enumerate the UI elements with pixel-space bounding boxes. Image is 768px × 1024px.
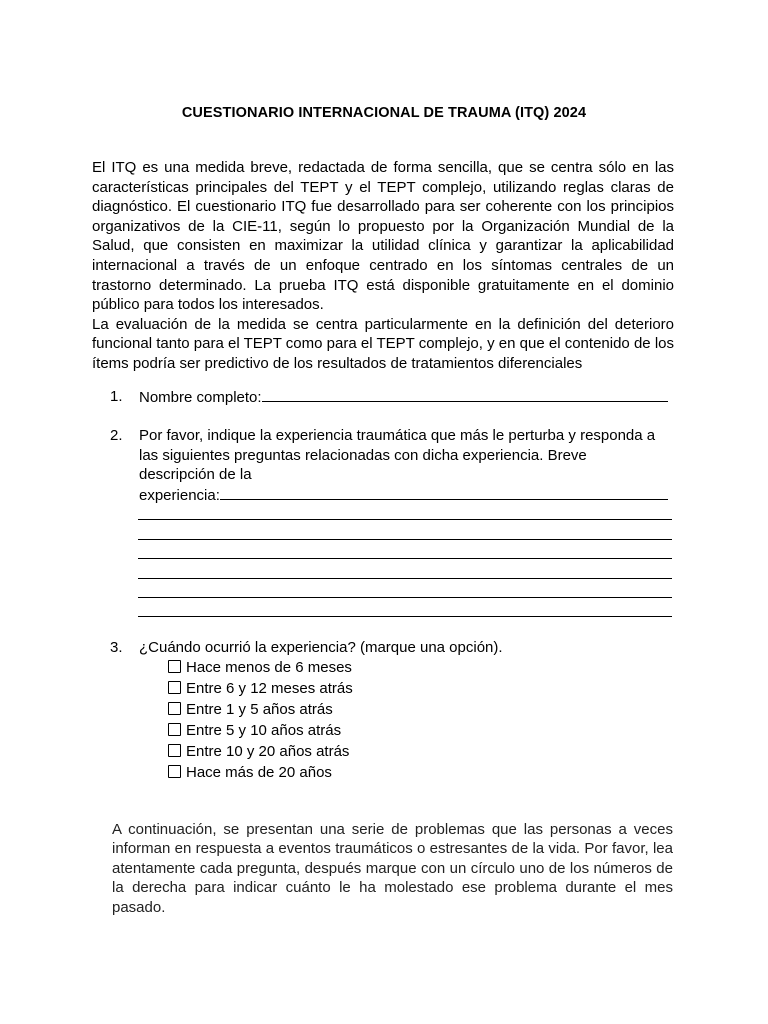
question-number: 3. (110, 639, 123, 656)
option-10-to-20-years[interactable] (168, 742, 349, 762)
option-label: Entre 5 y 10 años atrás (186, 722, 342, 739)
intro-text (92, 158, 674, 374)
checkbox[interactable] (168, 660, 181, 673)
checkbox[interactable] (168, 702, 181, 715)
question-2-line-3: descripción de la (139, 466, 252, 484)
full-name-label: Nombre completo: (139, 389, 262, 406)
experience-line[interactable] (138, 597, 672, 598)
experience-line[interactable] (138, 578, 672, 579)
option-1-to-5-years[interactable] (168, 700, 333, 720)
checkbox[interactable] (168, 765, 181, 778)
full-name-field[interactable] (262, 387, 668, 402)
question-number: 2. (110, 427, 123, 444)
option-less-than-6-months[interactable] (168, 658, 352, 678)
question-2 (110, 426, 680, 516)
document-title: CUESTIONARIO INTERNACIONAL DE TRAUMA (ITQ) 2024 (181, 105, 587, 121)
experience-line[interactable] (138, 558, 672, 559)
option-more-than-20-years[interactable] (168, 763, 332, 783)
question-2-line-2: las siguientes preguntas relacionadas con dicha experiencia. Breve (139, 446, 587, 464)
experience-line[interactable] (138, 519, 672, 520)
intro-paragraph-2: La evaluación de la medida se centra particularmente en la definición del deterioro funcional tanto para el TEPT como para el TEPT complejo, y en que el contenido de los ítems podría ser predictivo de los resultados de tratamientos diferenciales (92, 315, 674, 372)
checkbox[interactable] (168, 723, 181, 736)
question-number: 1. (110, 388, 123, 405)
checkbox[interactable] (168, 744, 181, 757)
checkbox[interactable] (168, 681, 181, 694)
option-5-to-10-years[interactable] (168, 721, 341, 741)
experience-line[interactable] (138, 539, 672, 540)
option-6-to-12-months[interactable] (168, 679, 353, 699)
experience-line[interactable] (138, 616, 672, 617)
option-label: Hace menos de 6 meses (186, 659, 352, 676)
question-3-label: ¿Cuándo ocurrió la experiencia? (marque una opción). (139, 639, 503, 656)
option-label: Entre 1 y 5 años atrás (186, 701, 333, 718)
experience-field[interactable] (220, 485, 668, 500)
option-label: Hace más de 20 años (186, 764, 332, 781)
option-label: Entre 6 y 12 meses atrás (186, 680, 353, 697)
intro-paragraph-1: El ITQ es una medida breve, redactada de forma sencilla, que se centra sólo en las características principales del TEPT y el TEPT complejo, utilizando reglas claras de diagnóstico. El cuestionario ITQ fue desarrollado para ser coherente con los principios organizativos de la CIE-11, según lo propuesto por la Organización Mundial de la Salud, que consisten en maximizar la utilidad clínica y garantizar la aplicabilidad internacional a través de un enfoque centrado en los síntomas centrales de un trastorno determinado. La prueba ITQ está disponible gratuitamente en el dominio público para todos los interesados. (92, 159, 674, 314)
experience-label: experiencia: (139, 486, 220, 504)
option-label: Entre 10 y 20 años atrás (186, 743, 350, 760)
question-2-line-1: Por favor, indique la experiencia traumática que más le perturba y responda a (139, 427, 656, 444)
closing-instructions: A continuación, se presentan una serie de problemas que las personas a veces informan en respuesta a eventos traumáticos o estresantes de la vida. Por favor, lea atentamente cada pregunta, después marque con un círculo uno de los números de la derecha para indicar cuánto le ha molestado ese problema durante el mes pasado. (112, 821, 673, 916)
